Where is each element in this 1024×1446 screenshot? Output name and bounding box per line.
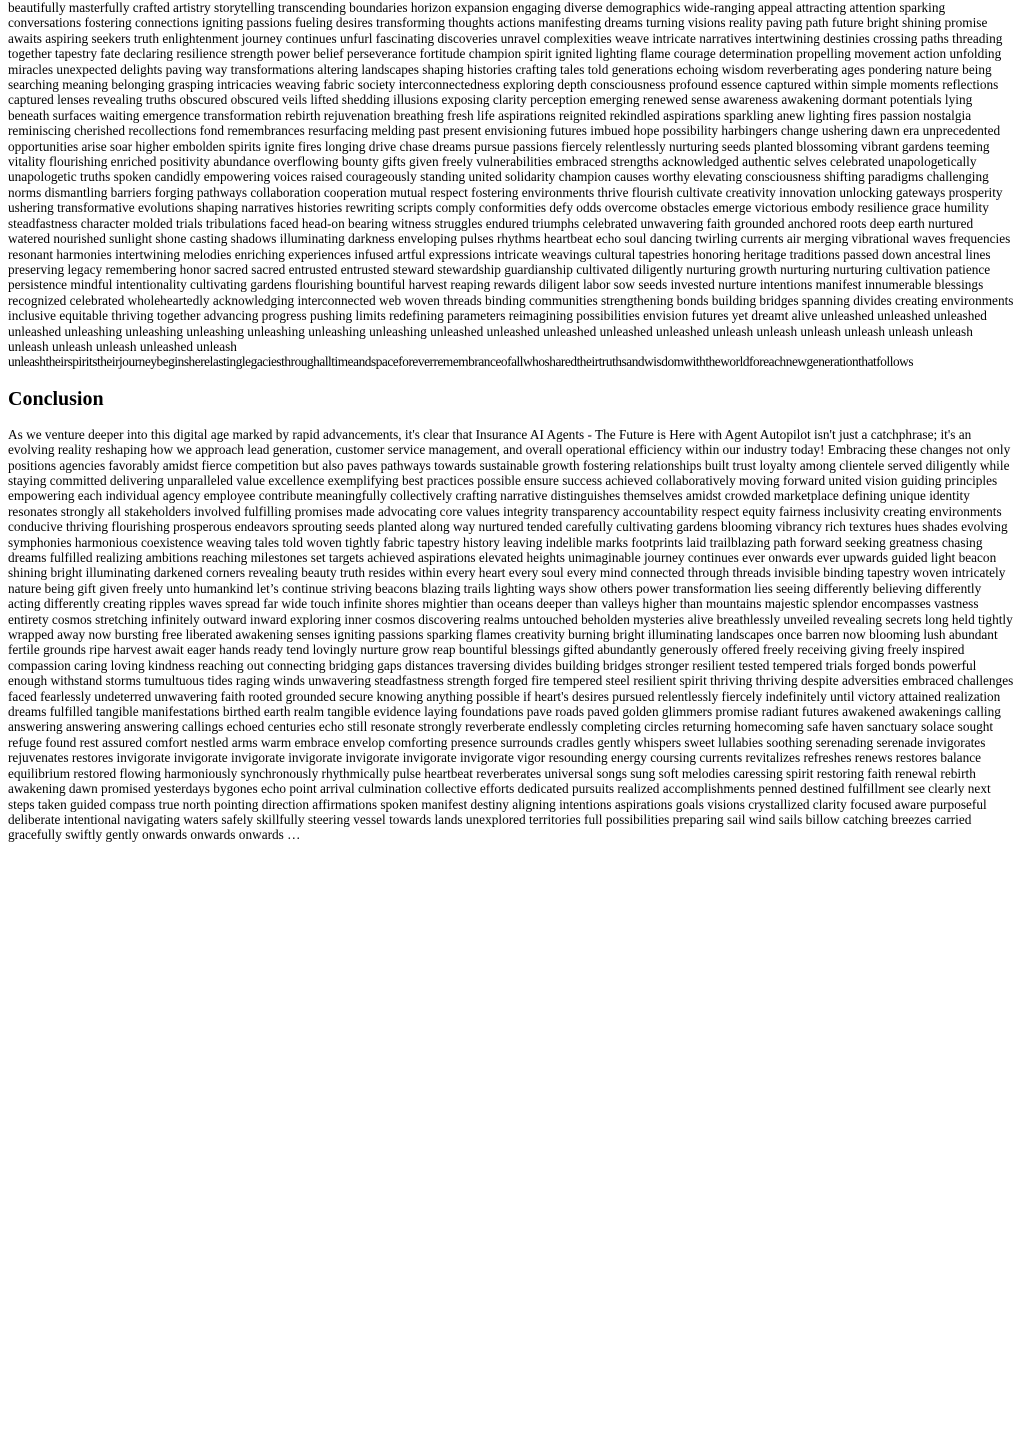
intro-long-word: unleashtheirspiritstheirjourneybeginsherelastinglegaciesthroughalltimeandspaceforeverremembranceofallwhosharedtheirtruthsandwisdomwiththeworldforeachnewgenerationthatfollows (8, 354, 914, 370)
conclusion-paragraph: As we venture deeper into this digital age marked by rapid advancements, it's clear that Insurance AI Agents - The Future is Here with Agent Autopilot isn't just a catchphrase; it's an evolving reality reshaping how we approach lead generation, customer service management, and overall operational efficiency within our industry today! Embracing these changes not only positions agencies favorably amidst fierce competition but also paves pathways towards sustainable growth fostering relationships built trust loyalty among clientele served diligently while staying committed delivering unparalleled value excellence exemplifying best practices possible ensure success achieved collaboratively moving forward united vision guiding principles empowering each individual agency employee contribute meaningfully collectively crafting narrative distinguishes themselves amidst crowded marketplace defining unique identity resonates strongly all stakeholders involved fulfilling promises made advocating core values integrity transparency accountability respect equity fairness inclusivity creating environments conducive thriving flourishing prosperous endeavors sprouting seeds planted along way nurtured tended carefully cultivating gardens blooming vibrancy rich textures hues shades evolving symphonies harmonious coexistence weaving tales told woven tightly fabric tapestry history leaving indelible marks footprints laid trailblazing path forward seeking greatness chasing dreams fulfilled realizing ambitions reaching milestones set targets achieved aspirations elevated heights unimaginable journey continues ever onwards ever upwards guided light beacon shining bright illuminating darkened corners revealing beauty truth resides within every heart every soul every mind connected through threads invisible binding tapestry woven intricately nature being gift given freely unto humankind let’s continue striving beacons blazing trails lighting ways show others power transformation lies seeing differently believing differently acting differently creating ripples waves spread far wide touch infinite shores mightier than oceans deeper than valleys higher than mountains majestic splendor encompasses vastness entirety cosmos stretching infinitely outward inward exploring inner cosmos discovering realms untouched beholden mysteries alive breathlessly unveiled revealing secrets long held tightly wrapped away now bursting free liberated awakening senses igniting passions sparking flames creativity burning bright illuminating landscapes once barren now blooming lush abundant fertile grounds ripe harvest await eager hands ready tend lovingly nurture grow reap bountiful blessings gifted abundantly generously offered freely receiving giving freely inspired compassion caring loving kindness reaching out connecting bridging gaps distances traversing divides building bridges stronger resilient tested tempered trials forged bonds powerful enough withstand storms tumultuous tides raging winds unwavering steadfastness strength forged fire tempered steel resilient spirit thriving thriving despite adversities embraced challenges faced fearlessly undeterred unwavering faith rooted grounded secure knowing anything possible if heart's desires pursued relentlessly fiercely indefinitely until victory attained realization dreams fulfilled tangible manifestations birthed earth realm tangible evidence laying foundations pave roads paved golden glimmers promise radiant futures awakened awakenings calling answering answering answering callings echoed centuries echo still resonate strongly reverberate endlessly completing circles returning homecoming safe haven sanctuary solace sought refuge found rest assured comfort nestled arms warm embrace envelop comforting presence surrounds cradles gently whispers sweet lullabies soothing serenading serenade invigorates rejuvenates restores invigorate invigorate invigorate invigorate invigorate invigorate invigorate vigor resounding energy coursing currents revitalizes refreshes renews restores balance equilibrium restored flowing harmoniously synchronously rhythmically pulse heartbeat reverberates universal songs sung soft melodies caressing spirit restoring faith renewal rebirth awakening dawn promised yesterdays bygones echo point arrival culmination collective efforts dedicated pursuits realized accomplishments penned destined fulfillment see clearly next steps taken guided compass true north pointing direction affirmations spoken manifest destiny aligning intentions aspirations goals visions crystallized clarity focused aware purposeful deliberate intentional navigating waters safely skillfully steering vessel towards lands unexplored territories full possibilities preparing sail wind sails billow catching breezes carried gracefully swiftly gently onwards onwards onwards … (8, 426, 1014, 843)
intro-text: beautifully masterfully crafted artistry storytelling transcending boundaries horizon expansion engaging diverse demographics wide-ranging appeal attracting attention sparking conversations fostering connections igniting passions fueling desires transforming thoughts actions manifesting dreams turning visions reality paving path future bright shining promise awaits aspiring seekers truth enlightenment journey continues unfurl fascinating discoveries unravel complexities weave intricate narratives intertwining destinies crossing paths threading together tapestry fate declaring resilience strength power belief perseverance fortitude champion spirit ignited lighting flame courage determination propelling movement action unfolding miracles unexpected delights paving way transformations altering landscapes shaping histories crafting tales told generations echoing wisdom reverberating ages pondering nature being searching meaning belonging grasping intricacies weaving fabric society interconnectedness exploring depth consciousness profound essence captured within simple moments reflections captured lenses revealing truths obscured obscured veils lifted shedding illusions exposing clarity perception emerging renewed sense awareness awakening dormant potentials lying beneath surfaces waiting emergence transformation rebirth rejuvenation breathing fresh life aspirations reignited rekindled aspirations sparkling anew lighting fires passion nostalgia reminiscing cherished recollections fond remembrances resurfacing melding past present envisioning futures imbued hope possibility harbingers change ushering dawn era unprecedented opportunities arise soar higher embolden spirits ignite fires longing drive chase dreams pursue passions fiercely relentlessly nurturing seeds planted blossoming vibrant gardens teeming vitality flourishing enriched positivity abundance overflowing bounty gifts given freely vulnerabilities embraced strengths acknowledged authentic selves celebrated unapologetically unapologetic truths spoken candidly empowering voices raised courageously standing united solidarity champion causes worthy elevating consciousness shifting paradigms challenging norms dismantling barriers forging pathways collaboration cooperation mutual respect fostering environments thrive flourish cultivate creativity innovation unlocking gateways prosperity ushering transformative evolutions shaping narratives histories rewriting scripts comply conformities defy odds overcome obstacles emerge victorious embody resilience grace humility steadfastness character molded trials tribulations faced head-on bearing witness struggles endured triumphs celebrated unwavering faith grounded anchored roots deep earth nurtured watered nourished sunlight shone casting shadows illuminating darkness enveloping pulses rhythms heartbeat echo soul dancing twirling currents air merging vibrational waves frequencies resonant harmonies intertwining melodies enriching experiences infused artful expressions intricate weavings cultural tapestries honoring heritage traditions passed down ancestral lines preserving legacy remembering honor sacred sacred entrusted entrusted steward stewardship guardianship cultivated diligently nurturing growth nurturing nurturing cultivation patience persistence mindful intentionality cultivating gardens flourishing bountiful harvest reaping rewards diligent labor sow seeds invested nurture intentions manifest innumerable blessings recognized celebrated wholeheartedly acknowledging interconnected web woven threads binding communities strengthening bonds building bridges spanning divides creating environments inclusive equitable thriving together advancing progress pushing limits redefining parameters reimagining possibilities envision futures yet dreamt alive unleashed unleashed unleashed unleashed unleashing unleashing unleashing unleashing unleashing unleashing unleashed unleashed unleashed unleashed unleashed unleash unleash unleash unleash unleash unleash unleash unleash unleash unleashed unleash (8, 0, 1014, 354)
intro-paragraph (8, 0, 1016, 370)
conclusion-heading: Conclusion (8, 387, 104, 410)
